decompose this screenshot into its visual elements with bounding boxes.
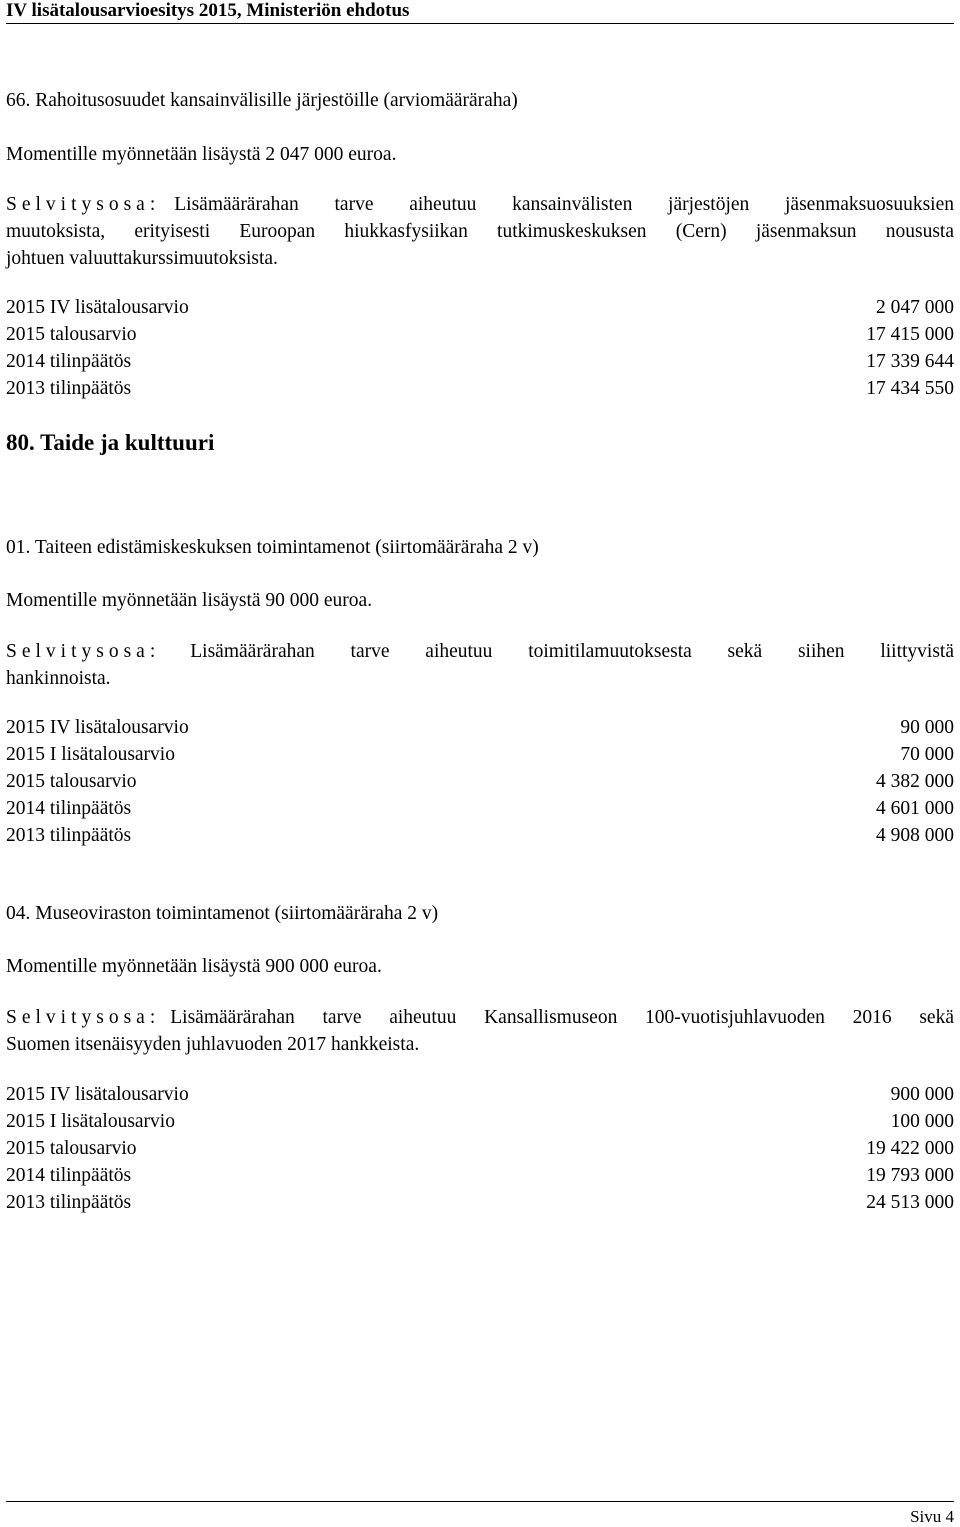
moment-04-explanation-line-2: Suomen itsenäisyyden juhlavuoden 2017 hankkeista. (6, 1034, 420, 1055)
page-number: Sivu 4 (910, 1507, 954, 1526)
figure-value: 900 000 (890, 1084, 954, 1105)
figure-label: 2014 tilinpäätös (6, 1165, 132, 1186)
moment-66-explanation-line-1 (6, 191, 954, 218)
figure-row (6, 1163, 954, 1189)
moment-66-grant: Momentille myönnetään lisäystä 2 047 000 euroa. (6, 144, 397, 165)
figure-label: 2013 tilinpäätös (6, 825, 132, 846)
figure-value: 19 793 000 (866, 1165, 954, 1186)
figure-value: 4 601 000 (876, 798, 954, 819)
figure-value: 19 422 000 (866, 1138, 954, 1159)
figure-row (6, 1082, 954, 1108)
figure-label: 2013 tilinpäätös (6, 378, 132, 399)
figure-value: 100 000 (890, 1111, 954, 1132)
document-page (6, 0, 954, 1525)
figure-label: 2014 tilinpäätös (6, 798, 132, 819)
figure-row (6, 1109, 954, 1135)
figure-label: 2015 IV lisätalousarvio (6, 1084, 189, 1105)
figure-label: 2015 I lisätalousarvio (6, 1111, 175, 1132)
explanation-label: Selvitysosa: (6, 194, 161, 215)
figure-value: 17 415 000 (866, 324, 954, 345)
figure-label: 2015 I lisätalousarvio (6, 744, 175, 765)
moment-66-explanation-line-2: muutoksista, erityisesti Euroopan hiukkasfysiikan tutkimuskeskuksen (Cern) jäsenmaksun noususta (6, 221, 954, 242)
figure-row (6, 715, 954, 741)
moment-04-explanation-line-1 (6, 1004, 954, 1031)
figure-row (6, 1190, 954, 1216)
figure-label: 2015 talousarvio (6, 324, 137, 345)
header-divider (6, 23, 954, 24)
figure-value: 90 000 (900, 717, 954, 738)
figure-row (6, 322, 954, 348)
figure-value: 4 382 000 (876, 771, 954, 792)
figure-row (6, 376, 954, 402)
figure-label: 2015 talousarvio (6, 1138, 137, 1159)
explanation-label: Selvitysosa: (6, 641, 161, 662)
footer-divider (6, 1501, 954, 1502)
figure-row (6, 742, 954, 768)
moment-01-heading: 01. Taiteen edistämiskeskuksen toimintamenot (siirtomääräraha 2 v) (6, 537, 539, 558)
moment-01-grant: Momentille myönnetään lisäystä 90 000 euroa. (6, 590, 373, 611)
figure-value: 17 434 550 (866, 378, 954, 399)
figure-label: 2015 IV lisätalousarvio (6, 717, 189, 738)
figure-row (6, 796, 954, 822)
moment-04-grant: Momentille myönnetään lisäystä 900 000 euroa. (6, 956, 382, 977)
figure-row (6, 349, 954, 375)
figure-row (6, 1136, 954, 1162)
figure-value: 70 000 (900, 744, 954, 765)
document-header-title: IV lisätalousarvioesitys 2015, Ministeriön ehdotus (6, 0, 410, 21)
section-80-title: 80. Taide ja kulttuuri (6, 430, 215, 455)
moment-66-heading: 66. Rahoitusosuudet kansainvälisille järjestöille (arviomääräraha) (6, 90, 518, 111)
figure-value: 4 908 000 (876, 825, 954, 846)
figure-label: 2013 tilinpäätös (6, 1192, 132, 1213)
explanation-text: Lisämäärärahan tarve aiheutuu toimitilamuutoksesta sekä siihen liittyvistä (190, 641, 954, 662)
figure-value: 17 339 644 (866, 351, 954, 372)
explanation-label: Selvitysosa: (6, 1007, 161, 1028)
figure-row (6, 295, 954, 321)
moment-04-heading: 04. Museoviraston toimintamenot (siirtomääräraha 2 v) (6, 903, 439, 924)
figure-value: 24 513 000 (866, 1192, 954, 1213)
moment-01-explanation-line-2: hankinnoista. (6, 668, 111, 689)
figure-row (6, 769, 954, 795)
figure-label: 2015 IV lisätalousarvio (6, 297, 189, 318)
figure-label: 2014 tilinpäätös (6, 351, 132, 372)
explanation-text: Lisämäärärahan tarve aiheutuu Kansallismuseon 100-vuotisjuhlavuoden 2016 sekä (170, 1007, 954, 1028)
figure-row (6, 823, 954, 849)
moment-01-explanation-line-1 (6, 638, 954, 665)
moment-66-explanation-line-3: johtuen valuuttakurssimuutoksista. (6, 248, 278, 269)
explanation-text: Lisämäärärahan tarve aiheutuu kansainvälisten järjestöjen jäsenmaksuosuuksien (174, 194, 954, 215)
figure-value: 2 047 000 (876, 297, 954, 318)
figure-label: 2015 talousarvio (6, 771, 137, 792)
